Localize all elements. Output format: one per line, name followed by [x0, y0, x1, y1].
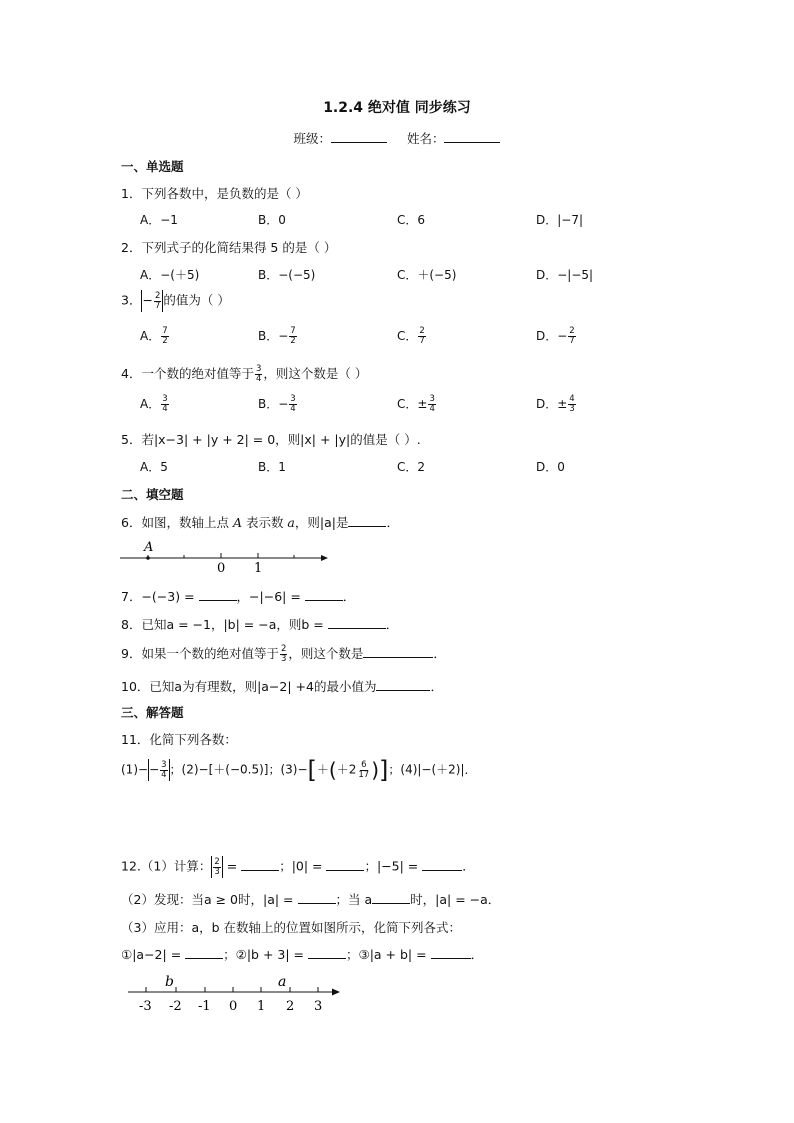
question-11-expressions: (1)−− $\frac{3}{4}$ ；(2)−[＋(−0.5)]；(3)−[＋(＋2 $\frac{6}{17}$ )]；(4)|−(＋2)|． [121, 756, 477, 784]
tick-label: -3 [139, 999, 152, 1014]
answer-blank [241, 858, 279, 871]
fraction: $\frac{2}{7}$ [154, 290, 161, 311]
class-label: 班级： [293, 131, 332, 146]
class-blank [331, 130, 387, 143]
tick-label: -2 [169, 999, 182, 1014]
section-heading-single-choice: 一、单选题 [121, 159, 184, 174]
question-3-option-b: B．− $\frac{7}{2}$ [258, 326, 296, 346]
question-10-stem: 10．已知a为有理数，则|a−2| +4的最小值为 ． [121, 679, 443, 694]
question-12-line-4: ①|a−2| = ；②|b + 3| = ；③|a + b| = ． [121, 947, 484, 962]
question-5-option-b: B．1 [258, 460, 286, 474]
tick-label: -1 [198, 999, 211, 1014]
question-4-option-d: D．± $\frac{4}{3}$ [536, 394, 575, 414]
answer-blank [348, 514, 386, 527]
answer-blank [363, 645, 433, 658]
point-a-label: a [278, 974, 287, 990]
number-line-q12 [124, 970, 346, 1018]
question-3-option-a: A． $\frac{7}{2}$ [140, 326, 168, 346]
question-3-option-d: D．− $\frac{2}{7}$ [536, 326, 575, 346]
question-8-stem: 8．已知a = −1，|b| = −a，则b = ． [121, 617, 399, 632]
answer-blank [328, 616, 386, 629]
tick-label: 0 [229, 999, 238, 1014]
name-label: 姓名： [406, 131, 445, 146]
section-heading-solutions: 三、解答题 [121, 705, 184, 720]
tick-label: 2 [286, 999, 295, 1014]
page-title: 1.2.4 绝对值 同步练习 [323, 100, 471, 116]
name-blank [444, 130, 500, 143]
question-12-line-2: （2）发现：当a ≥ 0时，|a| = ；当 a 时，|a| = −a． [121, 892, 501, 907]
question-5-option-c: C．2 [397, 460, 426, 474]
student-info-line [0, 129, 794, 147]
question-11-stem: 11．化简下列各数： [121, 732, 237, 747]
answer-blank [199, 588, 237, 601]
point-a-label: A [144, 540, 154, 555]
tick-label-0: 0 [217, 561, 226, 576]
question-12-line-3: （3）应用：a，b 在数轴上的位置如图所示，化简下列各式： [121, 920, 462, 935]
question-3-option-c: C． $\frac{2}{7}$ [397, 326, 425, 346]
question-6-stem: 6．如图，数轴上点 A 表示数 a，则|a|是 ． [121, 515, 399, 530]
question-2-option-d: D．−|−5| [536, 268, 594, 282]
question-5-stem: 5．若|x−3| + |y + 2| = 0，则|x| + |y|的值是（ ）. [121, 432, 421, 447]
question-1-option-b: B．0 [258, 213, 286, 227]
point-a-dot [146, 556, 150, 560]
tick-label: 1 [257, 999, 266, 1014]
question-12-line-1: 12.（1）计算： $\frac{2}{3}$ = ；|0| = ；|−5| = ． [121, 856, 475, 877]
question-9-stem: 9．如果一个数的绝对值等于 $\frac{2}{3}$ ，则这个数是 ． [121, 644, 446, 664]
question-1-option-a: A．−1 [140, 213, 178, 227]
question-4-option-c: C．± $\frac{3}{4}$ [397, 394, 435, 414]
question-2-option-b: B．−(−5) [258, 268, 316, 282]
question-5-option-a: A．5 [140, 460, 168, 474]
question-2-option-a: A．−(＋5) [140, 268, 200, 282]
section-heading-fill-blank: 二、填空题 [121, 487, 184, 502]
question-1-stem: 1．下列各数中，是负数的是（ ） [121, 186, 308, 201]
question-7-stem: 7．−(−3) = ，−|−6| = ． [121, 589, 356, 604]
question-4-stem: 4．一个数的绝对值等于 $\frac{3}{4}$ ，则这个数是（ ） [121, 364, 368, 384]
question-5-option-d: D．0 [536, 460, 565, 474]
tick-label: 3 [314, 999, 323, 1014]
tick-label-1: 1 [254, 561, 263, 576]
question-4-option-b: B．− $\frac{3}{4}$ [258, 394, 296, 414]
answer-blank [372, 891, 410, 904]
answer-blank [431, 946, 471, 959]
question-4-option-a: A． $\frac{3}{4}$ [140, 394, 168, 414]
question-3-stem: 3．− $\frac{2}{7}$ 的值为（ ） [121, 290, 230, 311]
answer-blank [376, 678, 430, 691]
number-line-q6 [118, 536, 333, 576]
question-1-option-d: D．|−7| [536, 213, 584, 227]
question-2-option-c: C．＋(−5) [397, 268, 457, 282]
answer-blank [305, 588, 343, 601]
answer-blank [422, 858, 462, 871]
answer-blank [185, 946, 223, 959]
answer-blank [298, 891, 336, 904]
point-b-label: b [165, 974, 174, 990]
question-1-option-c: C．6 [397, 213, 426, 227]
answer-blank [308, 946, 346, 959]
answer-blank [326, 858, 364, 871]
question-2-stem: 2．下列式子的化简结果得 5 的是（ ） [121, 240, 337, 255]
